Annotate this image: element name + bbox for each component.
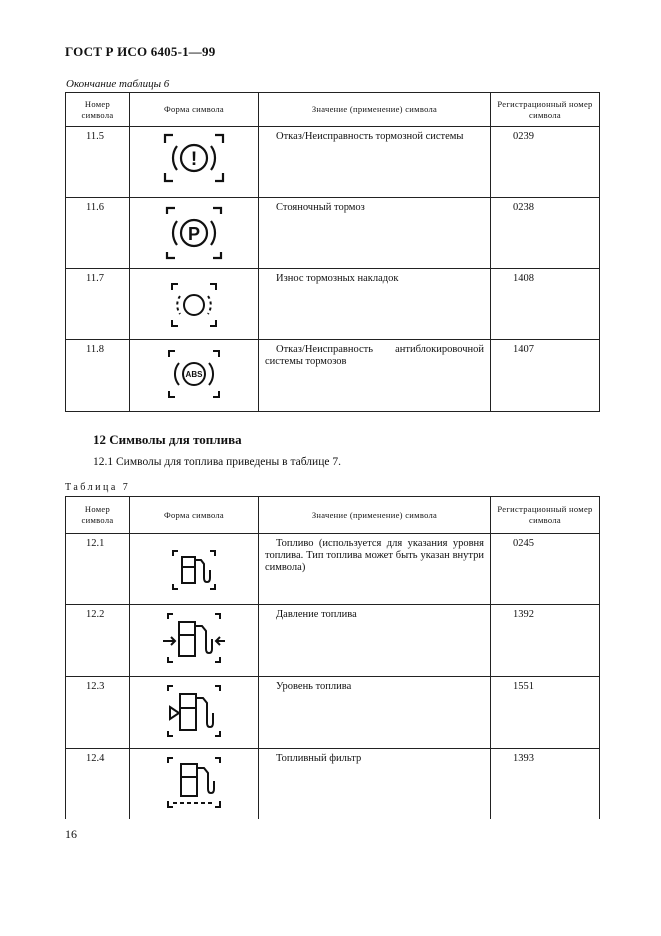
section-heading: 12 Символы для топлива <box>93 432 242 447</box>
row-meaning: Износ тормозных накладок <box>276 273 399 284</box>
brake-failure-icon <box>163 133 225 183</box>
row-number: 12.3 <box>66 677 130 749</box>
row-meaning: Стояночный тормоз <box>276 202 365 213</box>
row-meaning: Давление топлива <box>276 609 357 620</box>
col-header-number: Номер символа <box>66 93 130 127</box>
table7-caption: Таблица 7 <box>65 482 131 493</box>
fuel-filter-icon <box>164 755 224 811</box>
row-reg: 1407 <box>491 340 600 412</box>
table-6 <box>65 92 600 412</box>
table-row <box>66 605 600 677</box>
table-row <box>66 198 600 269</box>
row-meaning: Отказ/Неисправность антиблокировочной системы тормозов <box>265 344 484 367</box>
row-number: 11.5 <box>66 127 130 198</box>
table-row <box>66 269 600 340</box>
row-number: 11.7 <box>66 269 130 340</box>
exclamation-glyph: ! <box>190 149 198 170</box>
section-paragraph: 12.1 Символы для топлива приведены в таблице 7. <box>93 456 341 468</box>
row-reg: 1393 <box>491 749 600 819</box>
col-header-reg: Регистрационный номер символа <box>491 497 600 534</box>
brake-lining-wear-icon <box>169 281 219 329</box>
row-number: 12.4 <box>66 749 130 819</box>
parking-letter: P <box>187 224 201 244</box>
col-header-symbol: Форма символа <box>130 497 259 534</box>
row-number: 11.8 <box>66 340 130 412</box>
table6-header-row <box>66 93 600 127</box>
row-reg: 0245 <box>491 534 600 605</box>
table7-header-row <box>66 497 600 534</box>
fuel-icon <box>170 548 218 592</box>
row-meaning: Топливо (используется для указания уровня топлива. Тип топлива может быть указан внутри символа) <box>265 538 484 573</box>
col-header-meaning: Значение (применение) символа <box>259 497 491 534</box>
row-reg: 1408 <box>491 269 600 340</box>
row-reg: 1392 <box>491 605 600 677</box>
row-reg: 0238 <box>491 198 600 269</box>
fuel-pressure-icon <box>161 611 227 665</box>
col-header-meaning: Значение (применение) символа <box>259 93 491 127</box>
table-row <box>66 749 600 819</box>
row-reg: 0239 <box>491 127 600 198</box>
row-number: 11.6 <box>66 198 130 269</box>
col-header-symbol: Форма символа <box>130 93 259 127</box>
row-number: 12.2 <box>66 605 130 677</box>
abs-failure-icon <box>166 348 222 400</box>
abs-text: ABS <box>185 370 203 379</box>
table6-caption: Окончание таблицы 6 <box>66 78 170 90</box>
row-meaning: Отказ/Неисправность тормозной системы <box>276 131 464 142</box>
row-reg: 1551 <box>491 677 600 749</box>
page-number: 16 <box>65 827 77 841</box>
table-row <box>66 127 600 198</box>
table-row <box>66 340 600 412</box>
document-header: ГОСТ Р ИСО 6405-1—99 <box>65 44 216 59</box>
parking-brake-icon <box>163 204 225 262</box>
table-7 <box>65 496 600 819</box>
col-header-number: Номер символа <box>66 497 130 534</box>
row-number: 12.1 <box>66 534 130 605</box>
table-row <box>66 677 600 749</box>
fuel-level-icon <box>163 683 225 739</box>
table-row <box>66 534 600 605</box>
col-header-reg: Регистрационный номер символа <box>491 93 600 127</box>
row-meaning: Топливный фильтр <box>276 753 362 764</box>
row-meaning: Уровень топлива <box>276 681 352 692</box>
